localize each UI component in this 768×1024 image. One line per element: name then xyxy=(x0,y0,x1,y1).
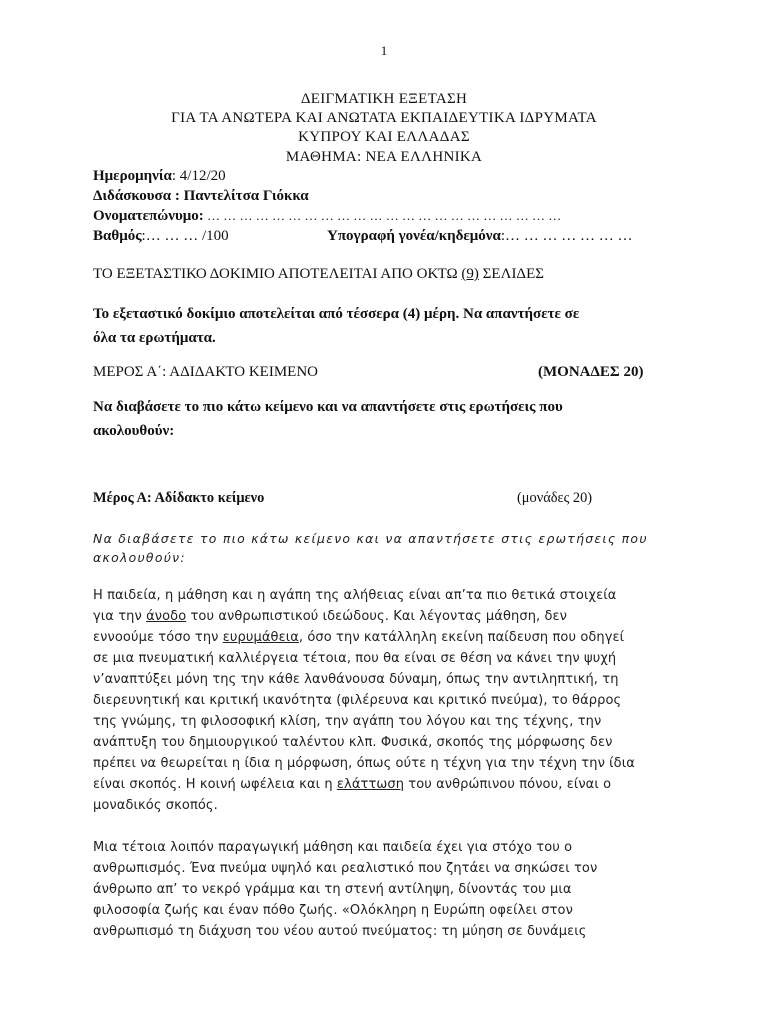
paragraph-line: μοναδικός σκοπός. xyxy=(93,798,218,813)
paragraph-line: ανθρωπισμός. Ένα πνεύμα υψηλό και ρεαλιστικό που ζητάει να σηκώσει τον xyxy=(93,861,598,876)
repeat-instruction-line-2: ακολουθούν: xyxy=(93,550,186,565)
repeat-instruction-line-1: Να διαβάσετε το πιο κάτω κείμενο και να απαντήσετε στις ερωτήσεις που xyxy=(93,531,648,546)
paragraph-line: πρέπει να θεωρείται η ίδια η μόρφωση, όπως ούτε η τέχνη για την τέχνη την ίδια xyxy=(93,756,635,771)
paragraph-text: του ανθρωπιστικού ιδεώδους. Και λέγοντας μάθηση, δεν xyxy=(186,609,568,624)
paragraph-line xyxy=(93,609,567,624)
pages-count: (9) xyxy=(461,266,479,282)
underlined-term: ευρυμάθεια xyxy=(222,630,299,645)
pages-notice xyxy=(93,266,544,283)
instruction-line-1: Να διαβάσετε το πιο κάτω κείμενο και να απαντήσετε στις ερωτήσεις που xyxy=(93,399,563,415)
signature-row xyxy=(327,228,633,245)
pages-notice-suffix: ΣΕΛΙΔΕΣ xyxy=(478,266,544,282)
paragraph-text: εννοούμε τόσο την xyxy=(93,630,223,645)
header-line-4: ΜΑΘΗΜΑ: ΝΕΑ ΕΛΛΗΝΙΚΑ xyxy=(285,149,483,165)
section-a-repeat-points: (μονάδες 20) xyxy=(517,490,593,506)
name-row xyxy=(93,208,561,225)
header-line-1: ΔΕΙΓΜΑΤΙΚΗ ΕΞΕΤΑΣΗ xyxy=(300,91,468,107)
teacher-row: Διδάσκουσα : Παντελίτσα Γιόκκα xyxy=(93,188,309,204)
section-a-points: (ΜΟΝΑΔΕΣ 20) xyxy=(538,364,644,380)
paragraph-line xyxy=(93,777,611,792)
paragraph-text: είναι σκοπός. Η κοινή ωφέλεια και η xyxy=(93,777,337,792)
paragraph-text: για την xyxy=(93,609,147,624)
date-row xyxy=(93,168,226,185)
paragraph-line: άνθρωπο απ’ το νεκρό γράμμα και τη στενή αντίληψη, δίνοντάς του μια xyxy=(93,882,572,897)
date-label: Ημερομηνία xyxy=(93,168,172,184)
section-a-title: ΜΕΡΟΣ Α΄: ΑΔΙΔΑΚΤΟ ΚΕΙΜΕΝΟ xyxy=(93,364,318,380)
header-line-2: ΓΙΑ ΤΑ ΑΝΩΤΕΡΑ ΚΑΙ ΑΝΩΤΑΤΑ ΕΚΠΑΙΔΕΥΤΙΚΑ ΙΔΡΥΜΑΤΑ xyxy=(171,110,597,126)
paragraph-line: φιλοσοφία ζωής και έναν πόθο ζωής. «Ολόκληρη η Ευρώπη οφείλει στον xyxy=(93,903,573,918)
paragraph-line: Η παιδεία, η μάθηση και η αγάπη της αλήθειας είναι απ’τα πιο θετικά στοιχεία xyxy=(93,588,617,603)
signature-label: Υπογραφή γονέα/κηδεμόνα xyxy=(327,228,501,244)
header-line-3: ΚΥΠΡΟΥ ΚΑΙ ΕΛΛΑΔΑΣ xyxy=(298,129,470,145)
section-a-repeat-title: Μέρος Α: Αδίδακτο κείμενο xyxy=(93,490,265,506)
paragraph-text: του ανθρώπινου πόνου, είναι ο xyxy=(404,777,612,792)
grade-field[interactable]: :… … … /100 xyxy=(141,228,229,244)
paragraph-line: ανάπτυξη του δημιουργικού ταλέντου κλπ. Φυσικά, σκοπός της μόρφωσης δεν xyxy=(93,735,613,750)
underlined-term: ελάττωση xyxy=(336,777,405,792)
grade-row xyxy=(93,228,229,245)
paragraph-line xyxy=(93,630,624,645)
parts-notice-line-1: Το εξεταστικό δοκίμιο αποτελείται από τέσσερα (4) μέρη. Να απαντήσετε σε xyxy=(93,306,580,322)
name-field[interactable]: … … … … … … … … … … … … … … … … … … … … … … xyxy=(203,208,562,223)
paragraph-line: της γνώμης, τη φιλοσοφική κλίση, την αγάπη του λόγου και της τέχνης, την xyxy=(93,714,602,729)
underlined-term: άνοδο xyxy=(146,609,187,624)
paragraph-line: σε μια πνευματική καλλιέργεια τέτοια, που θα είναι σε θέση να κάνει την ψυχή xyxy=(93,651,617,666)
name-label: Ονοματεπώνυμο: xyxy=(93,208,204,224)
paragraph-line: Μια τέτοια λοιπόν παραγωγική μάθηση και παιδεία έχει για στόχο του ο xyxy=(93,840,573,855)
date-value: : 4/12/20 xyxy=(171,168,226,184)
grade-label: Βαθμός xyxy=(93,228,142,244)
signature-field[interactable]: :… … … … … … … xyxy=(500,228,633,244)
paragraph-text: , όσο την κατάλληλη εκείνη παίδευση που οδηγεί xyxy=(298,630,625,645)
instruction-line-2: ακολουθούν: xyxy=(93,423,175,439)
paragraph-line: ν’αναπτύξει μόνη της την κάθε λανθάνουσα δύναμη, όπως την αντιληπτική, τη xyxy=(93,672,619,687)
paragraph-line: ανθρωπισμό τη διάχυση του νέου αυτού πνεύματος: τη μύηση σε δυνάμεις xyxy=(93,924,587,939)
paragraph-line: διερευνητική και κριτική ικανότητα (φιλέρευνα και κριτικό πνεύμα), το θάρρος xyxy=(93,693,622,708)
parts-notice-line-2: όλα τα ερωτήματα. xyxy=(93,330,216,346)
page-number: 1 xyxy=(380,43,388,58)
pages-notice-text: ΤΟ ΕΞΕΤΑΣΤΙΚΟ ΔΟΚΙΜΙΟ ΑΠΟΤΕΛΕΙΤΑΙ ΑΠΟ ΟΚΤΩ xyxy=(93,266,462,282)
